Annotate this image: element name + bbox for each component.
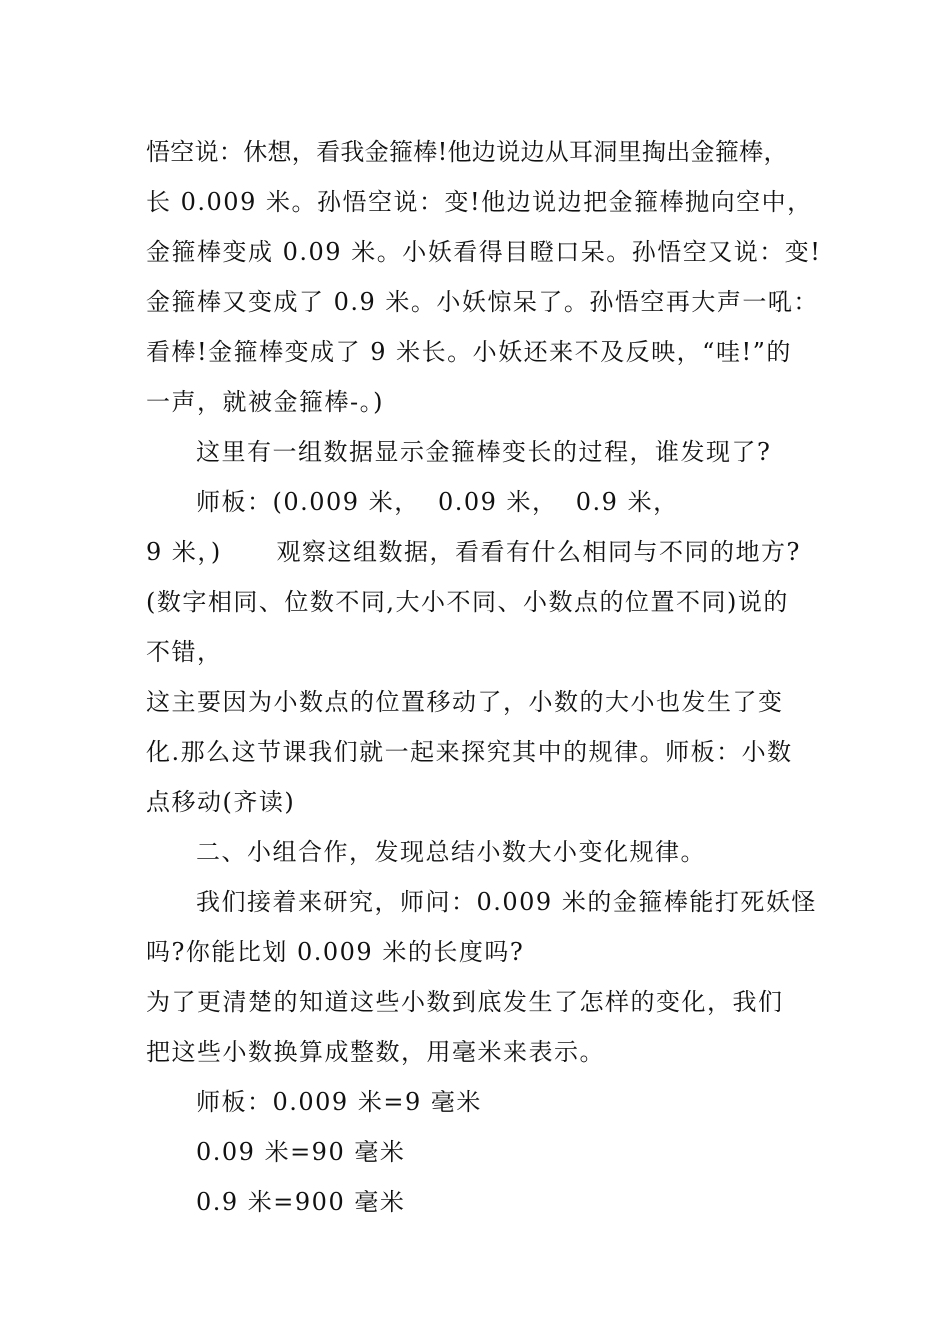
paragraph-line: 这主要因为小数点的位置移动了，小数的大小也发生了变 [146, 688, 784, 716]
board-line: 0.09 米=90 毫米 [196, 1138, 406, 1166]
paragraph-line: 吗?你能比划 0.009 米的长度吗? [146, 938, 525, 966]
paragraph-line: 把这些小数换算成整数，用毫米来表示。 [146, 1038, 605, 1066]
board-line: 师板：0.009 米=9 毫米 [196, 1088, 482, 1116]
paragraph-line: (数字相同、位数不同,大小不同、小数点的位置不同)说的 [146, 588, 789, 616]
paragraph-line: 不错， [146, 638, 223, 666]
paragraph-line: 金箍棒变成 0.09 米。小妖看得目瞪口呆。孙悟空又说：变! [146, 238, 822, 266]
paragraph-line: 看棒!金箍棒变成了 9 米长。小妖还来不及反映，“哇!”的 [146, 338, 792, 366]
paragraph-line: 一声，就被金箍棒-。) [146, 388, 384, 416]
paragraph-line: 金箍棒又变成了 0.9 米。小妖惊呆了。孙悟空再大声一吼： [146, 288, 819, 316]
paragraph-line: 师板：(0.009 米， 0.09 米， 0.9 米， [196, 488, 679, 516]
paragraph-line: 这里有一组数据显示金箍棒变长的过程，谁发现了? [196, 438, 772, 466]
paragraph-line: 点移动(齐读) [146, 788, 296, 816]
board-line: 0.9 米=900 毫米 [196, 1188, 406, 1216]
paragraph-line: 为了更清楚的知道这些小数到底发生了怎样的变化，我们 [146, 988, 784, 1016]
paragraph-line: 化.那么这节课我们就一起来探究其中的规律。师板：小数 [146, 738, 793, 766]
document-body [146, 127, 822, 1227]
section-heading: 二、小组合作，发现总结小数大小变化规律。 [196, 838, 706, 866]
paragraph-line: 9 米，) 观察这组数据，看看有什么相同与不同的地方? [146, 538, 801, 566]
paragraph-line: 我们接着来研究，师问：0.009 米的金箍棒能打死妖怪 [196, 888, 817, 916]
paragraph-line: 悟空说：休想，看我金箍棒!他边说边从耳洞里掏出金箍棒， [146, 138, 788, 166]
paragraph-line: 长 0.009 米。孙悟空说：变!他边说边把金箍棒抛向空中， [146, 188, 813, 216]
